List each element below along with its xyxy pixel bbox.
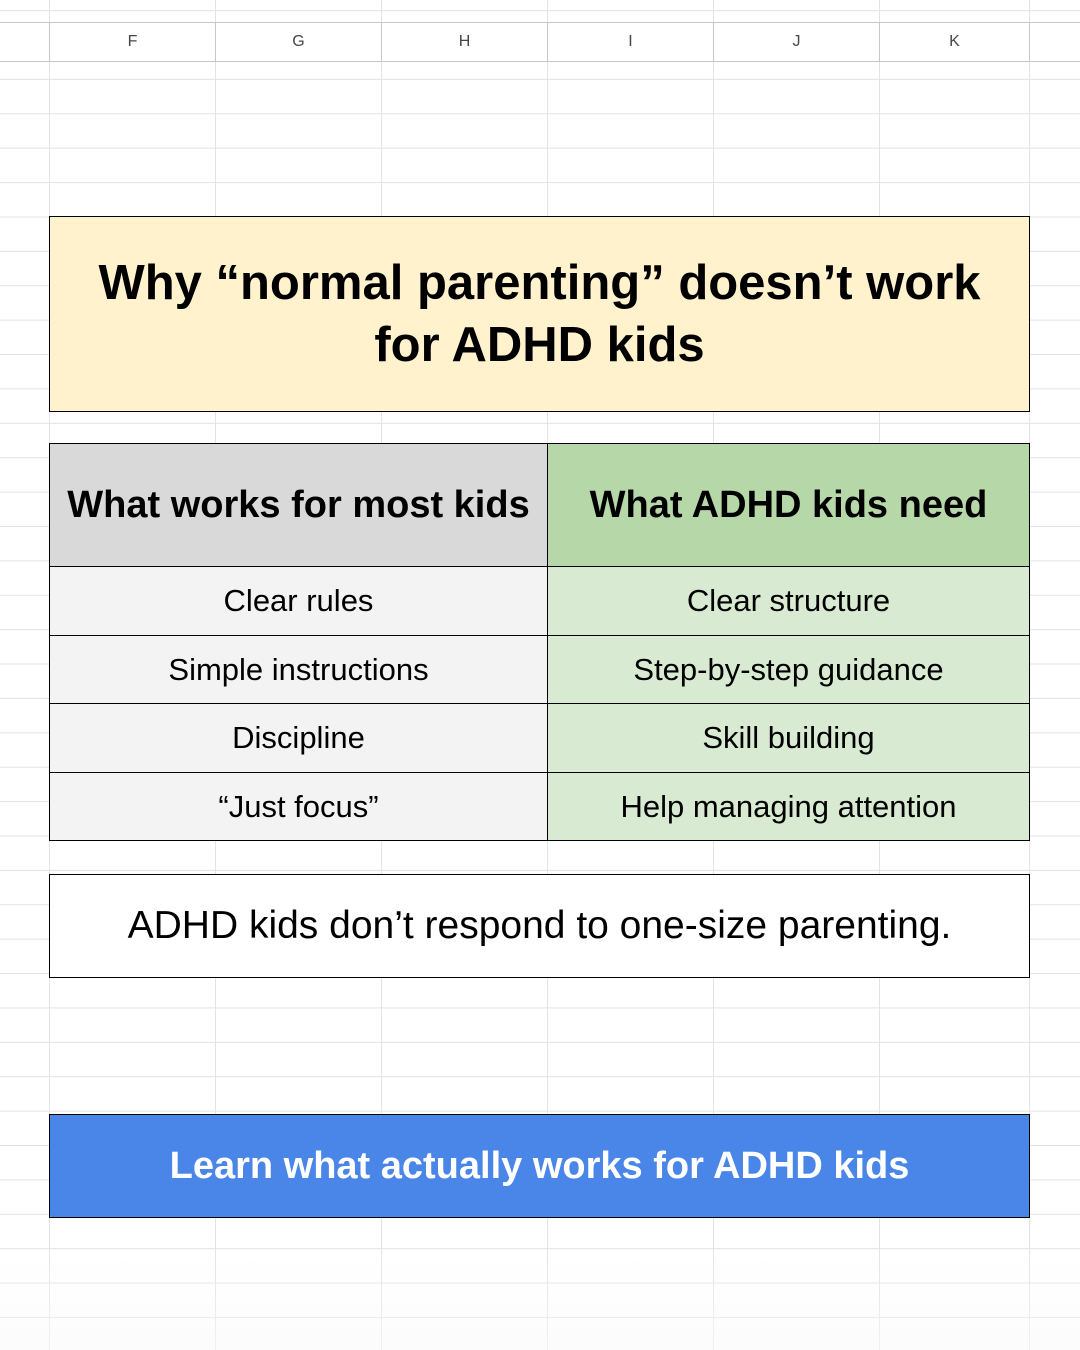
table-cell-left[interactable]: “Just focus”: [50, 773, 548, 840]
column-header-l-partial: [1029, 23, 1080, 61]
bottom-fade-overlay: [0, 1248, 1080, 1350]
column-header-h[interactable]: H: [381, 23, 547, 61]
note-cell[interactable]: [49, 874, 1030, 978]
table-cell-left[interactable]: Clear rules: [50, 567, 548, 636]
title-cell[interactable]: [49, 216, 1030, 412]
column-header-j[interactable]: J: [713, 23, 879, 61]
cta-button[interactable]: [49, 1114, 1030, 1218]
table-cell-left[interactable]: Simple instructions: [50, 636, 548, 704]
column-header-g[interactable]: G: [215, 23, 381, 61]
comparison-table: [49, 443, 1030, 841]
column-header-bar: [0, 22, 1080, 62]
title-text: Why “normal parenting” doesn’t work for ADHD kids: [98, 256, 981, 372]
column-header-f[interactable]: F: [49, 23, 215, 61]
table-cell-right[interactable]: Help managing attention: [548, 773, 1029, 840]
cta-label: Learn what actually works for ADHD kids: [169, 1144, 910, 1187]
table-cell-right[interactable]: Skill building: [548, 704, 1029, 773]
table-header-adhd-kids[interactable]: What ADHD kids need: [548, 444, 1029, 567]
column-header-k[interactable]: K: [879, 23, 1029, 61]
column-header-i[interactable]: I: [547, 23, 713, 61]
table-header-most-kids[interactable]: What works for most kids: [50, 444, 548, 567]
table-cell-left[interactable]: Discipline: [50, 704, 548, 773]
table-cell-right[interactable]: Step-by-step guidance: [548, 636, 1029, 704]
table-cell-right[interactable]: Clear structure: [548, 567, 1029, 636]
note-text: ADHD kids don’t respond to one-size parenting.: [127, 904, 952, 947]
